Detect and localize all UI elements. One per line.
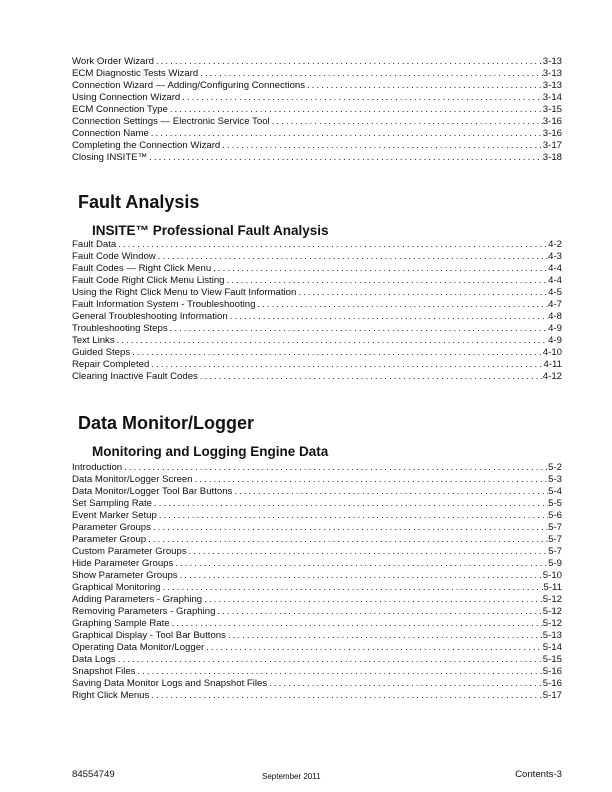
toc-entry-page: 4-8: [548, 311, 562, 322]
toc-entry-page: 4-12: [542, 371, 562, 382]
toc-entry-title: Set Sampling Rate: [72, 498, 152, 509]
toc-entry-title: Operating Data Monitor/Logger: [72, 642, 205, 653]
dot-leader: [305, 80, 543, 92]
toc-entry-title: General Troubleshooting Information: [72, 311, 228, 322]
toc-entry[interactable]: [72, 56, 562, 68]
toc-entry[interactable]: [72, 618, 562, 630]
toc-entry[interactable]: [72, 347, 562, 359]
toc-entry[interactable]: [72, 666, 562, 678]
toc-entry-title: Connection Wizard — Adding/Configuring Connections: [72, 80, 306, 91]
toc-entry[interactable]: [72, 510, 562, 522]
dot-leader: [187, 546, 548, 558]
toc-entry[interactable]: [72, 642, 562, 654]
toc-entry-title: Guided Steps: [72, 347, 131, 358]
toc-list-data-monitor: [72, 462, 562, 702]
toc-entry-title: Repair Completed: [72, 359, 150, 370]
dot-leader: [228, 311, 548, 323]
dot-leader: [267, 678, 543, 690]
toc-entry-title: Graphical Monitoring: [72, 582, 161, 593]
dot-leader: [270, 116, 543, 128]
toc-entry-page: 5-7: [548, 546, 562, 557]
toc-entry-title: Completing the Connection Wizard: [72, 140, 221, 151]
dot-leader: [130, 347, 543, 359]
toc-entry-page: 4-9: [548, 323, 562, 334]
dot-leader: [149, 690, 542, 702]
toc-entry-page: 4-11: [543, 359, 562, 370]
dot-leader: [225, 275, 549, 287]
toc-entry[interactable]: [72, 371, 562, 383]
toc-entry-title: Data Logs: [72, 654, 116, 665]
toc-entry-title: Removing Parameters - Graphing: [72, 606, 216, 617]
toc-entry-page: 5-4: [548, 486, 562, 497]
toc-entry-page: 3-16: [542, 116, 562, 127]
toc-entry-title: Snapshot Files: [72, 666, 136, 677]
toc-entry[interactable]: [72, 92, 562, 104]
toc-entry[interactable]: [72, 690, 562, 702]
toc-entry-page: 5-16: [542, 678, 562, 689]
toc-entry[interactable]: [72, 323, 562, 335]
toc-entry-page: 4-10: [542, 347, 562, 358]
toc-entry-page: 3-16: [542, 128, 562, 139]
toc-list-fault-analysis: [72, 239, 562, 383]
dot-leader: [173, 558, 548, 570]
dot-leader: [198, 371, 543, 383]
toc-entry-title: Adding Parameters - Graphing: [72, 594, 203, 605]
toc-entry-title: Fault Information System - Troubleshooting: [72, 299, 256, 310]
dot-leader: [180, 92, 543, 104]
dot-leader: [157, 510, 548, 522]
toc-entry-title: Fault Code Right Click Menu Listing: [72, 275, 225, 286]
toc-entry-title: Event Marker Setup: [72, 510, 157, 521]
toc-entry[interactable]: [72, 128, 562, 140]
dot-leader: [170, 618, 543, 630]
section-heading-data-monitor: Data Monitor/Logger: [78, 413, 254, 433]
subheading-fault-analysis: INSITE™ Professional Fault Analysis: [92, 223, 329, 238]
toc-entry[interactable]: [72, 275, 562, 287]
toc-entry-title: Data Monitor/Logger Screen: [72, 474, 193, 485]
toc-entry[interactable]: [72, 534, 562, 546]
toc-entry-page: 3-14: [542, 92, 562, 103]
toc-entry-page: 5-2: [548, 462, 562, 473]
dot-leader: [161, 582, 544, 594]
toc-entry-title: Show Parameter Groups: [72, 570, 178, 581]
dot-leader: [146, 534, 548, 546]
toc-entry-title: Data Monitor/Logger Tool Bar Buttons: [72, 486, 233, 497]
toc-entry-title: Right Click Menus: [72, 690, 150, 701]
toc-entry-page: 4-3: [548, 251, 562, 262]
toc-entry-page: 5-6: [548, 510, 562, 521]
toc-entry[interactable]: [72, 104, 562, 116]
toc-entry-title: Clearing Inactive Fault Codes: [72, 371, 198, 382]
toc-entry-page: 3-15: [542, 104, 562, 115]
toc-entry-page: 5-17: [542, 690, 562, 701]
toc-entry-title: Graphing Sample Rate: [72, 618, 170, 629]
toc-entry-title: Using Connection Wizard: [72, 92, 181, 103]
toc-entry-title: Troubleshooting Steps: [72, 323, 168, 334]
dot-leader: [232, 486, 548, 498]
toc-entry-title: Saving Data Monitor Logs and Snapshot Files: [72, 678, 268, 689]
toc-entry-title: Graphical Display - Tool Bar Buttons: [72, 630, 226, 641]
toc-entry[interactable]: [72, 263, 562, 275]
toc-entry-title: Using the Right Click Menu to View Fault Information: [72, 287, 297, 298]
dot-leader: [168, 323, 548, 335]
toc-entry-page: 5-3: [548, 474, 562, 485]
toc-entry-title: ECM Connection Type: [72, 104, 168, 115]
toc-entry[interactable]: [72, 606, 562, 618]
toc-entry-title: Closing INSITE™: [72, 152, 148, 163]
footer-doc-number: 84554749: [72, 769, 115, 780]
toc-entry-page: 5-14: [542, 642, 562, 653]
toc-entry-page: 3-18: [542, 152, 562, 163]
toc-entry-page: 5-7: [548, 522, 562, 533]
toc-entry-page: 3-13: [542, 68, 562, 79]
toc-entry-title: Fault Codes — Right Click Menu: [72, 263, 212, 274]
toc-entry-page: 5-13: [542, 630, 562, 641]
toc-entry[interactable]: [72, 152, 562, 164]
toc-entry[interactable]: [72, 311, 562, 323]
toc-entry[interactable]: [72, 116, 562, 128]
dot-leader: [220, 140, 543, 152]
section-heading-fault-analysis: Fault Analysis: [78, 192, 200, 212]
toc-entry[interactable]: [72, 68, 562, 80]
toc-entry[interactable]: [72, 287, 562, 299]
toc-entry[interactable]: [72, 462, 562, 474]
dot-leader: [178, 570, 543, 582]
toc-entry-page: 5-12: [542, 594, 562, 605]
dot-leader: [149, 128, 543, 140]
toc-list-connection: [72, 56, 562, 164]
toc-entry-title: Fault Data: [72, 239, 117, 250]
toc-entry-title: ECM Diagnostic Tests Wizard: [72, 68, 199, 79]
toc-entry-page: 5-12: [542, 606, 562, 617]
toc-entry-page: 4-9: [548, 335, 562, 346]
toc-entry[interactable]: [72, 140, 562, 152]
dot-leader: [255, 299, 548, 311]
dot-leader: [151, 522, 548, 534]
toc-entry[interactable]: [72, 299, 562, 311]
toc-entry[interactable]: [72, 546, 562, 558]
toc-entry[interactable]: [72, 558, 562, 570]
toc-entry[interactable]: [72, 522, 562, 534]
toc-entry-title: Connection Settings — Electronic Service Tool: [72, 116, 270, 127]
toc-entry[interactable]: [72, 474, 562, 486]
dot-leader: [215, 606, 542, 618]
dot-leader: [226, 630, 543, 642]
dot-leader: [149, 359, 543, 371]
dot-leader: [296, 287, 548, 299]
toc-entry-page: 5-9: [548, 558, 562, 569]
toc-entry-page: 5-12: [542, 618, 562, 629]
dot-leader: [135, 666, 542, 678]
toc-entry-page: 3-13: [542, 56, 562, 67]
dot-leader: [156, 251, 548, 263]
toc-entry-page: 4-5: [548, 287, 562, 298]
toc-entry-page: 3-13: [542, 80, 562, 91]
toc-entry-title: Introduction: [72, 462, 123, 473]
footer-date: September 2011: [262, 772, 321, 781]
toc-entry-title: Custom Parameter Groups: [72, 546, 187, 557]
toc-entry[interactable]: [72, 335, 562, 347]
toc-entry[interactable]: [72, 570, 562, 582]
toc-entry[interactable]: [72, 594, 562, 606]
toc-entry-page: 4-4: [548, 275, 562, 286]
toc-entry[interactable]: [72, 678, 562, 690]
toc-entry-title: Parameter Group: [72, 534, 147, 545]
dot-leader: [198, 68, 543, 80]
toc-entry-page: 5-7: [548, 534, 562, 545]
toc-entry-page: 5-16: [542, 666, 562, 677]
toc-entry-title: Fault Code Window: [72, 251, 156, 262]
toc-entry[interactable]: [72, 251, 562, 263]
toc-entry-page: 4-2: [548, 239, 562, 250]
toc-entry[interactable]: [72, 80, 562, 92]
toc-entry[interactable]: [72, 630, 562, 642]
toc-entry-title: Hide Parameter Groups: [72, 558, 174, 569]
toc-entry[interactable]: [72, 498, 562, 510]
subheading-data-monitor: Monitoring and Logging Engine Data: [92, 444, 329, 459]
toc-entry-page: 5-15: [542, 654, 562, 665]
dot-leader: [122, 462, 548, 474]
toc-entry-page: 5-11: [543, 582, 562, 593]
toc-entry-page: 4-7: [548, 299, 562, 310]
toc-entry[interactable]: [72, 239, 562, 251]
dot-leader: [168, 104, 543, 116]
toc-entry-title: Text Links: [72, 335, 115, 346]
toc-entry-page: 3-17: [542, 140, 562, 151]
toc-entry-page: 5-10: [542, 570, 562, 581]
toc-entry[interactable]: [72, 359, 562, 371]
toc-entry[interactable]: [72, 654, 562, 666]
dot-leader: [147, 152, 543, 164]
footer-page-number: Contents-3: [515, 769, 562, 780]
dot-leader: [211, 263, 548, 275]
toc-entry-title: Connection Name: [72, 128, 149, 139]
toc-entry-title: Parameter Groups: [72, 522, 151, 533]
dot-leader: [154, 56, 543, 68]
dot-leader: [116, 239, 548, 251]
toc-entry-page: 5-5: [548, 498, 562, 509]
dot-leader: [152, 498, 548, 510]
dot-leader: [202, 594, 543, 606]
toc-entry[interactable]: [72, 486, 562, 498]
dot-leader: [115, 335, 548, 347]
toc-entry[interactable]: [72, 582, 562, 594]
dot-leader: [116, 654, 543, 666]
toc-entry-page: 4-4: [548, 263, 562, 274]
dot-leader: [193, 474, 549, 486]
dot-leader: [204, 642, 543, 654]
toc-entry-title: Work Order Wizard: [72, 56, 154, 67]
